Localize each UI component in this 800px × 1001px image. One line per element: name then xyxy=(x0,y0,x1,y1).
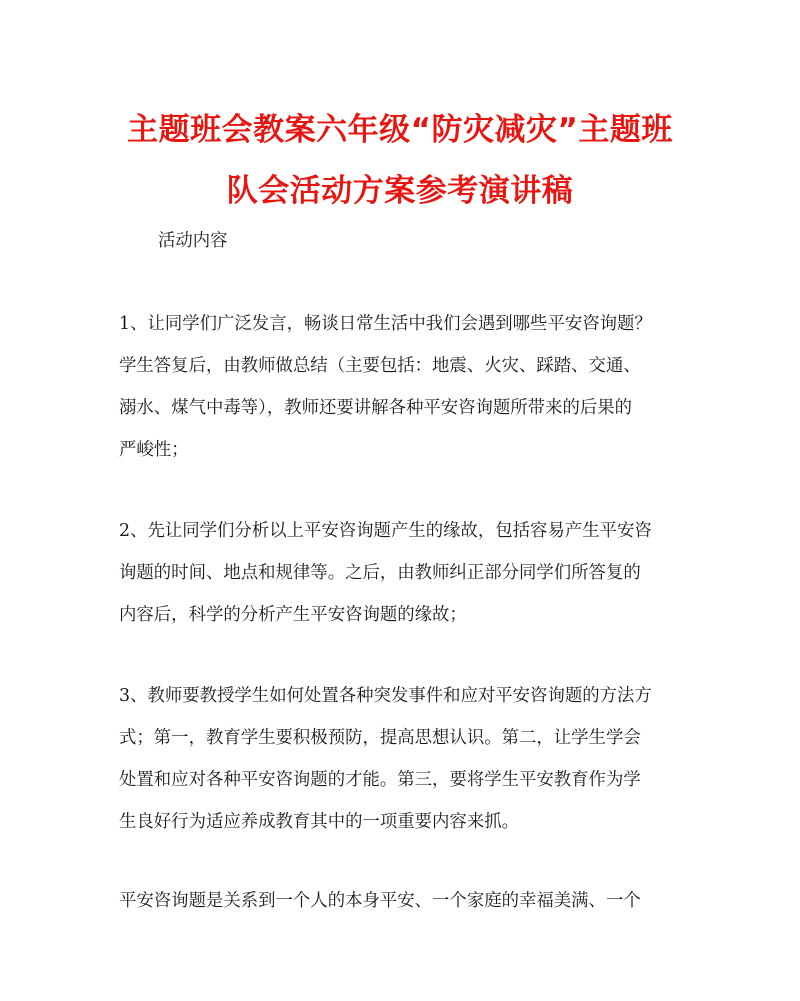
paragraph-line: 学生答复后，由教师做总结（主要包括：地震、火灾、踩踏、交通、 xyxy=(119,356,641,376)
paragraph-4 xyxy=(119,880,689,922)
paragraph-line: 溺水、煤气中毒等），教师还要讲解各种平安咨询题所带来的后果的 xyxy=(119,398,633,418)
paragraph-line: 1、让同学们广泛发言，畅谈日常生活中我们会遇到哪些平安咨询题？ xyxy=(119,314,652,334)
paragraph-line: 式；第一，教育学生要积极预防，提高思想认识。第二，让学生学会 xyxy=(119,728,641,748)
paragraph-3 xyxy=(119,675,689,843)
paragraph-line: 内容后，科学的分析产生平安咨询题的缘故； xyxy=(119,605,467,625)
paragraph-line: 严峻性； xyxy=(119,440,189,460)
document-title-line-2: 队会活动方案参考演讲稿 xyxy=(226,173,574,209)
paragraph-line: 询题的时间、地点和规律等。之后，由教师纠正部分同学们所答复的 xyxy=(119,563,641,583)
section-heading: 活动内容 xyxy=(158,231,228,251)
paragraph-line: 生良好行为适应养成教育其中的一项重要内容来抓。 xyxy=(119,812,519,832)
paragraph-line: 平安咨询题是关系到一个人的本身平安、一个家庭的幸福美满、一个 xyxy=(119,891,641,911)
paragraph-line: 处置和应对各种平安咨询题的才能。第三，要将学生平安教育作为学 xyxy=(119,770,641,790)
document-title-line-1: 主题班会教案六年级“防灾减灾”主题班 xyxy=(127,112,673,148)
paragraph-line: 3、教师要教授学生如何处置各种突发事件和应对平安咨询题的方法方 xyxy=(119,686,652,706)
paragraph-line: 2、先让同学们分析以上平安咨询题产生的缘故，包括容易产生平安咨 xyxy=(119,521,652,541)
paragraph-1 xyxy=(119,303,689,471)
paragraph-2 xyxy=(119,510,689,636)
